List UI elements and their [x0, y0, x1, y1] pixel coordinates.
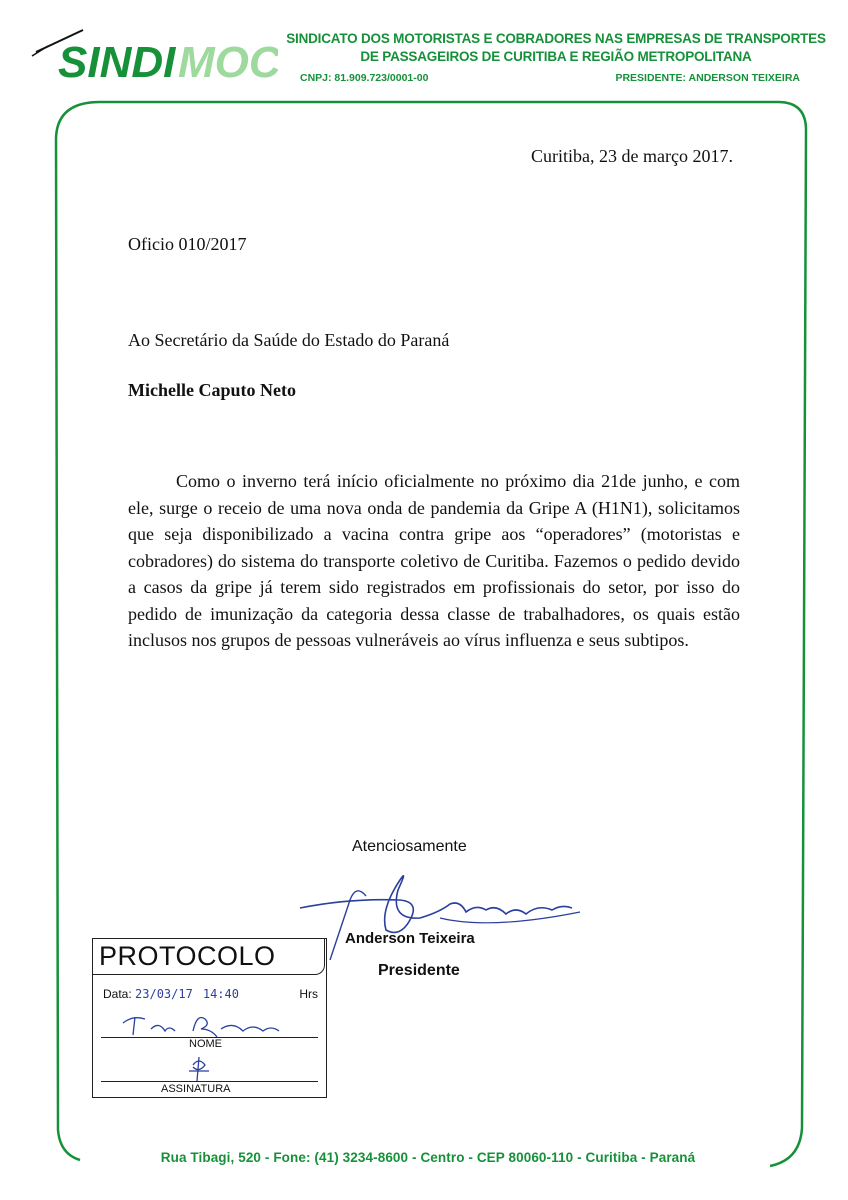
president-text: PRESIDENTE: ANDERSON TEIXEIRA [615, 72, 800, 84]
recipient-name: Michelle Caputo Neto [128, 380, 296, 400]
stamp-hrs-label: Hrs [299, 987, 318, 1001]
stamp-signature-line [101, 1081, 318, 1082]
stamp-title: PROTOCOLO [99, 941, 276, 971]
signer-name: Anderson Teixeira [345, 930, 475, 947]
logo-text-light: MOC [178, 38, 278, 87]
stamp-date-value: 23/03/17 [135, 987, 193, 1001]
letter-date: Curitiba, 23 de março 2017. [531, 146, 733, 166]
footer-address: Rua Tibagi, 520 - Fone: (41) 3234-8600 - Centro - CEP 80060-110 - Curitiba - Paraná [160, 1150, 696, 1165]
protocol-stamp [92, 938, 327, 1098]
recipient-line: Ao Secretário da Saúde do Estado do Paraná [128, 330, 450, 350]
stamp-signature-label: ASSINATURA [161, 1083, 231, 1095]
sindimoc-logo [28, 22, 278, 92]
logo-mark [28, 22, 278, 92]
signer-title: Presidente [378, 962, 460, 979]
organization-name [286, 30, 826, 66]
stamp-name-label: NOME [189, 1038, 222, 1050]
organization-name-line2: DE PASSAGEIROS DE CURITIBA E REGIÃO METROPOLITANA [360, 49, 752, 64]
stamp-date-label: Data: [103, 987, 132, 1001]
letter-body: Como o inverno terá início oficialmente no próximo dia 21de junho, e com ele, surge o receio de uma nova onda de pandemia da Gripe A (H1N1), solicitamos que seja disponibilizado a vacina contra gripe aos “operadores” (motoristas e cobradores) do sistema do transporte coletivo de Curitiba. Fazemos o pedido devido a casos da gripe já terem sido registrados em profissionais do setor, por isso do pedido de imunização da categoria dessa classe de trabalhadores, os quais estão inclusos nos grupos de pessoas vulneráveis ao vírus influenza e seus subtipos. [128, 471, 740, 650]
logo-text-strong: SINDI [58, 38, 176, 87]
stamp-handwriting [93, 939, 328, 1099]
organization-name-line1: SINDICATO DOS MOTORISTAS E COBRADORES NAS EMPRESAS DE TRANSPORTES [286, 31, 826, 46]
stamp-time-value: 14:40 [202, 987, 239, 1001]
closing-text: Atenciosamente [352, 838, 467, 855]
organization-meta [300, 72, 800, 84]
cnpj-text: CNPJ: 81.909.723/0001-00 [300, 72, 429, 84]
letter-reference: Oficio 010/2017 [128, 234, 247, 254]
